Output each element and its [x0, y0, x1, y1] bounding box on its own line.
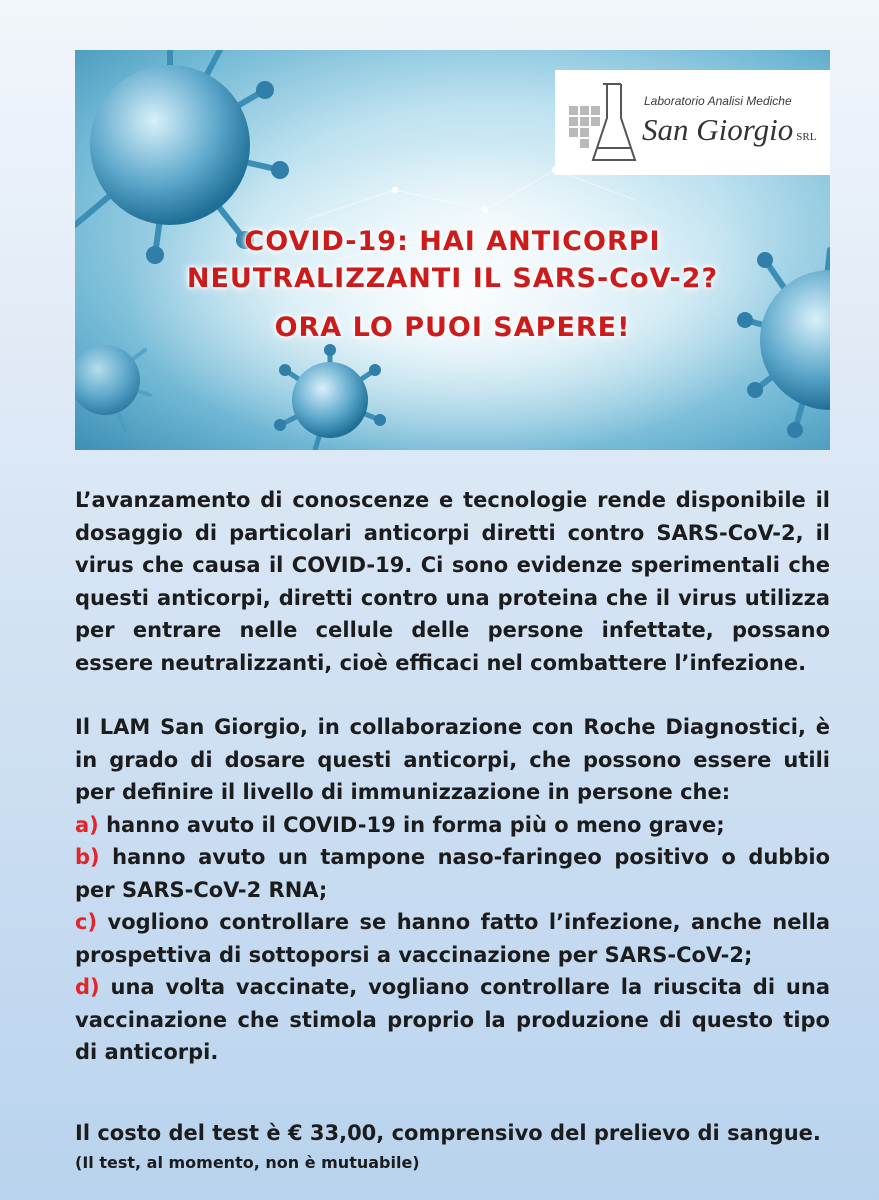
- list-item-b: hanno avuto un tampone naso-faringeo positivo o dubbio per SARS-CoV-2 RNA;: [75, 845, 830, 902]
- virus-blur-icon: [75, 345, 150, 430]
- headline-line-1: COVID-19: HAI ANTICORPI: [244, 226, 661, 257]
- list-item-a: hanno avuto il COVID-19 in forma più o meno grave;: [106, 812, 725, 837]
- logo-name: [642, 112, 816, 148]
- list-marker-a: a): [75, 812, 99, 837]
- intro-paragraph: L’avanzamento di conoscenze e tecnologie rende disponibile il dosaggio di particolari anticorpi diretti contro SARS-CoV-2, il virus che causa il COVID-19. Ci sono evidenze sperimentali che questi anticorpi, diretti contro una proteina che il virus utilizza per entrare nelle cellule delle persone infettate, possano essere neutralizzanti, cioè efficaci nel combattere l’infezione.: [75, 488, 830, 675]
- list-marker-c: c): [75, 910, 98, 934]
- logo-name-text: San Giorgio: [642, 112, 794, 147]
- list-item-c: vogliono controllare se hanno fatto l’infezione, anche nella prospettiva di sottoporsi a vaccinazione per SARS-CoV-2;: [75, 910, 831, 967]
- headline-line-3: ORA LO PUOI SAPERE!: [274, 312, 631, 343]
- logo-suffix: SRL: [796, 131, 817, 143]
- list-marker-b: b): [75, 845, 100, 869]
- lab-logo: [555, 70, 830, 175]
- cost-note: (Il test, al momento, non è mutuabile): [75, 1153, 420, 1172]
- list-item-d: una volta vaccinate, vogliano controllare la riuscita di una vaccinazione che stimola proprio la produzione di questo tipo di anticorpi.: [75, 975, 830, 1064]
- lab-flask-icon: [563, 78, 643, 168]
- logo-subtitle: Laboratorio Analisi Mediche: [644, 94, 792, 108]
- cost-line: Il costo del test è € 33,00, comprensivo del prelievo di sangue.: [75, 1121, 821, 1145]
- body-paragraph: [75, 711, 830, 1069]
- list-marker-d: d): [75, 975, 100, 999]
- headline-line-2: NEUTRALIZZANTI IL SARS-CoV-2?: [186, 263, 719, 294]
- body-lead: Il LAM San Giorgio, in collaborazione con Roche Diagnostici, è in grado di dosare questi anticorpi, che possono essere utili per definire il livello di immunizzazione in persone che:: [75, 715, 830, 804]
